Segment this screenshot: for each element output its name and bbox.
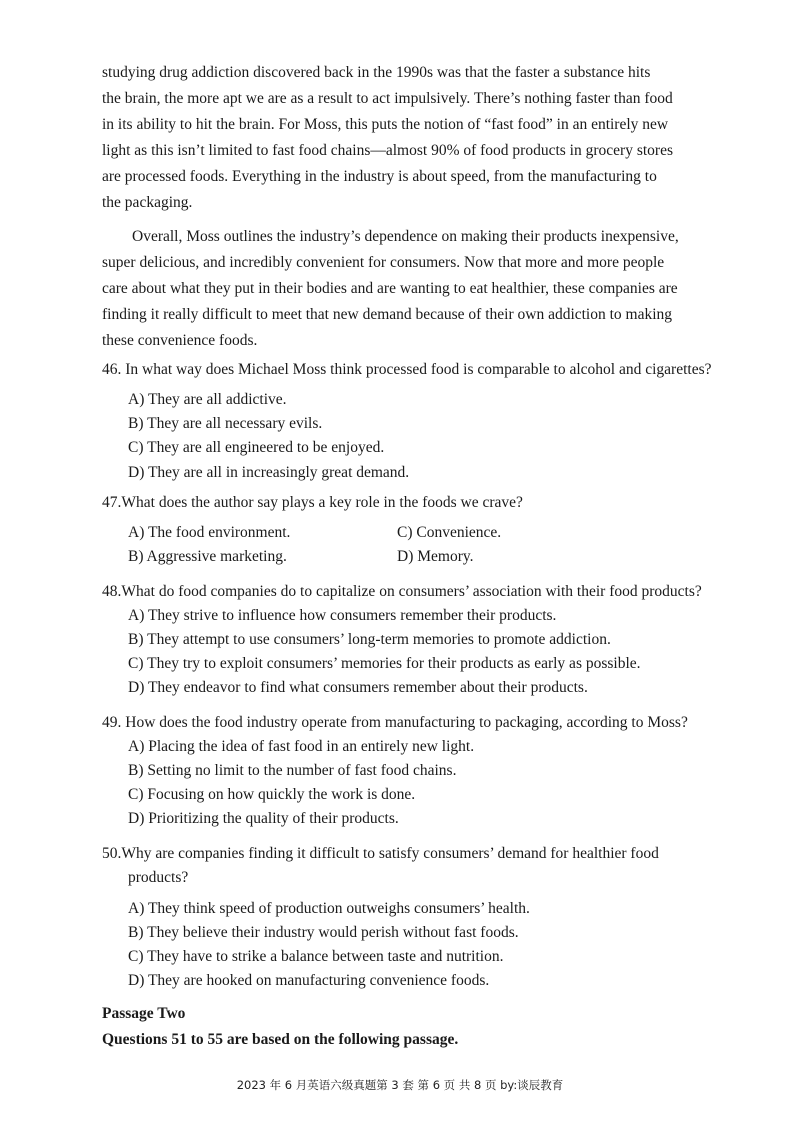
paragraph-line: care about what they put in their bodies and are wanting to eat healthier, these companies are (102, 280, 678, 297)
question-49-option-b: B) Setting no limit to the number of fast food chains. (128, 762, 457, 779)
question-49-stem: 49. How does the food industry operate from manufacturing to packaging, according to Moss? (102, 714, 688, 731)
paragraph-line: studying drug addiction discovered back in the 1990s was that the faster a substance hits (102, 64, 651, 81)
question-49-option-c: C) Focusing on how quickly the work is done. (128, 786, 416, 803)
paragraph-line: Overall, Moss outlines the industry’s dependence on making their products inexpensive, (132, 228, 679, 245)
question-47-option-b: B) Aggressive marketing. (128, 548, 287, 565)
section-title: Passage Two (102, 1005, 186, 1022)
question-50-stem-line-1: 50.Why are companies finding it difficult to satisfy consumers’ demand for healthier food (102, 845, 659, 862)
question-46-stem: 46. In what way does Michael Moss think processed food is comparable to alcohol and cigarettes? (102, 361, 712, 378)
paragraph-line: the brain, the more apt we are as a result to act impulsively. There’s nothing faster than food (102, 90, 673, 107)
question-47-option-a: A) The food environment. (128, 524, 291, 541)
question-46-option-c: C) They are all engineered to be enjoyed. (128, 439, 385, 456)
passage-paragraph-1 (102, 60, 700, 216)
question-50-option-c: C) They have to strike a balance between taste and nutrition. (128, 948, 504, 965)
question-46-option-d: D) They are all in increasingly great demand. (128, 464, 410, 481)
question-49-option-d: D) Prioritizing the quality of their products. (128, 810, 399, 827)
paragraph-line: these convenience foods. (102, 332, 258, 349)
paragraph-line: light as this isn’t limited to fast food chains—almost 90% of food products in grocery stores (102, 142, 673, 159)
question-50-stem-line-2: products? (128, 869, 189, 886)
question-50-option-d: D) They are hooked on manufacturing convenience foods. (128, 972, 490, 989)
paragraph-line: finding it really difficult to meet that new demand because of their own addiction to making (102, 306, 673, 323)
question-49-option-a: A) Placing the idea of fast food in an entirely new light. (128, 738, 475, 755)
paragraph-line: super delicious, and incredibly convenient for consumers. Now that more and more people (102, 254, 665, 271)
paragraph-line: are processed foods. Everything in the industry is about speed, from the manufacturing to (102, 168, 657, 185)
question-47-option-d: D) Memory. (397, 548, 474, 565)
question-50-option-a: A) They think speed of production outweighs consumers’ health. (128, 900, 530, 917)
question-46-option-b: B) They are all necessary evils. (128, 415, 323, 432)
paragraph-line: the packaging. (102, 194, 193, 211)
passage-paragraph-2 (102, 224, 700, 354)
question-46-option-a: A) They are all addictive. (128, 391, 287, 408)
section-instruction: Questions 51 to 55 are based on the following passage. (102, 1031, 459, 1048)
question-48-option-b: B) They attempt to use consumers’ long-term memories to promote addiction. (128, 631, 611, 648)
paragraph-line: in its ability to hit the brain. For Moss, this puts the notion of “fast food” in an entirely new (102, 116, 669, 133)
question-48-option-c: C) They try to exploit consumers’ memories for their products as early as possible. (128, 655, 641, 672)
question-47-stem: 47.What does the author say plays a key role in the foods we crave? (102, 494, 523, 511)
question-48-option-a: A) They strive to influence how consumers remember their products. (128, 607, 557, 624)
question-48-stem: 48.What do food companies do to capitalize on consumers’ association with their food products? (102, 583, 702, 600)
question-47-option-c: C) Convenience. (397, 524, 502, 541)
page-footer: 2023 年 6 月英语六级真题第 3 套 第 6 页 共 8 页 by:谈辰教育 (236, 1078, 564, 1092)
question-50-option-b: B) They believe their industry would perish without fast foods. (128, 924, 519, 941)
question-48-option-d: D) They endeavor to find what consumers remember about their products. (128, 679, 588, 696)
